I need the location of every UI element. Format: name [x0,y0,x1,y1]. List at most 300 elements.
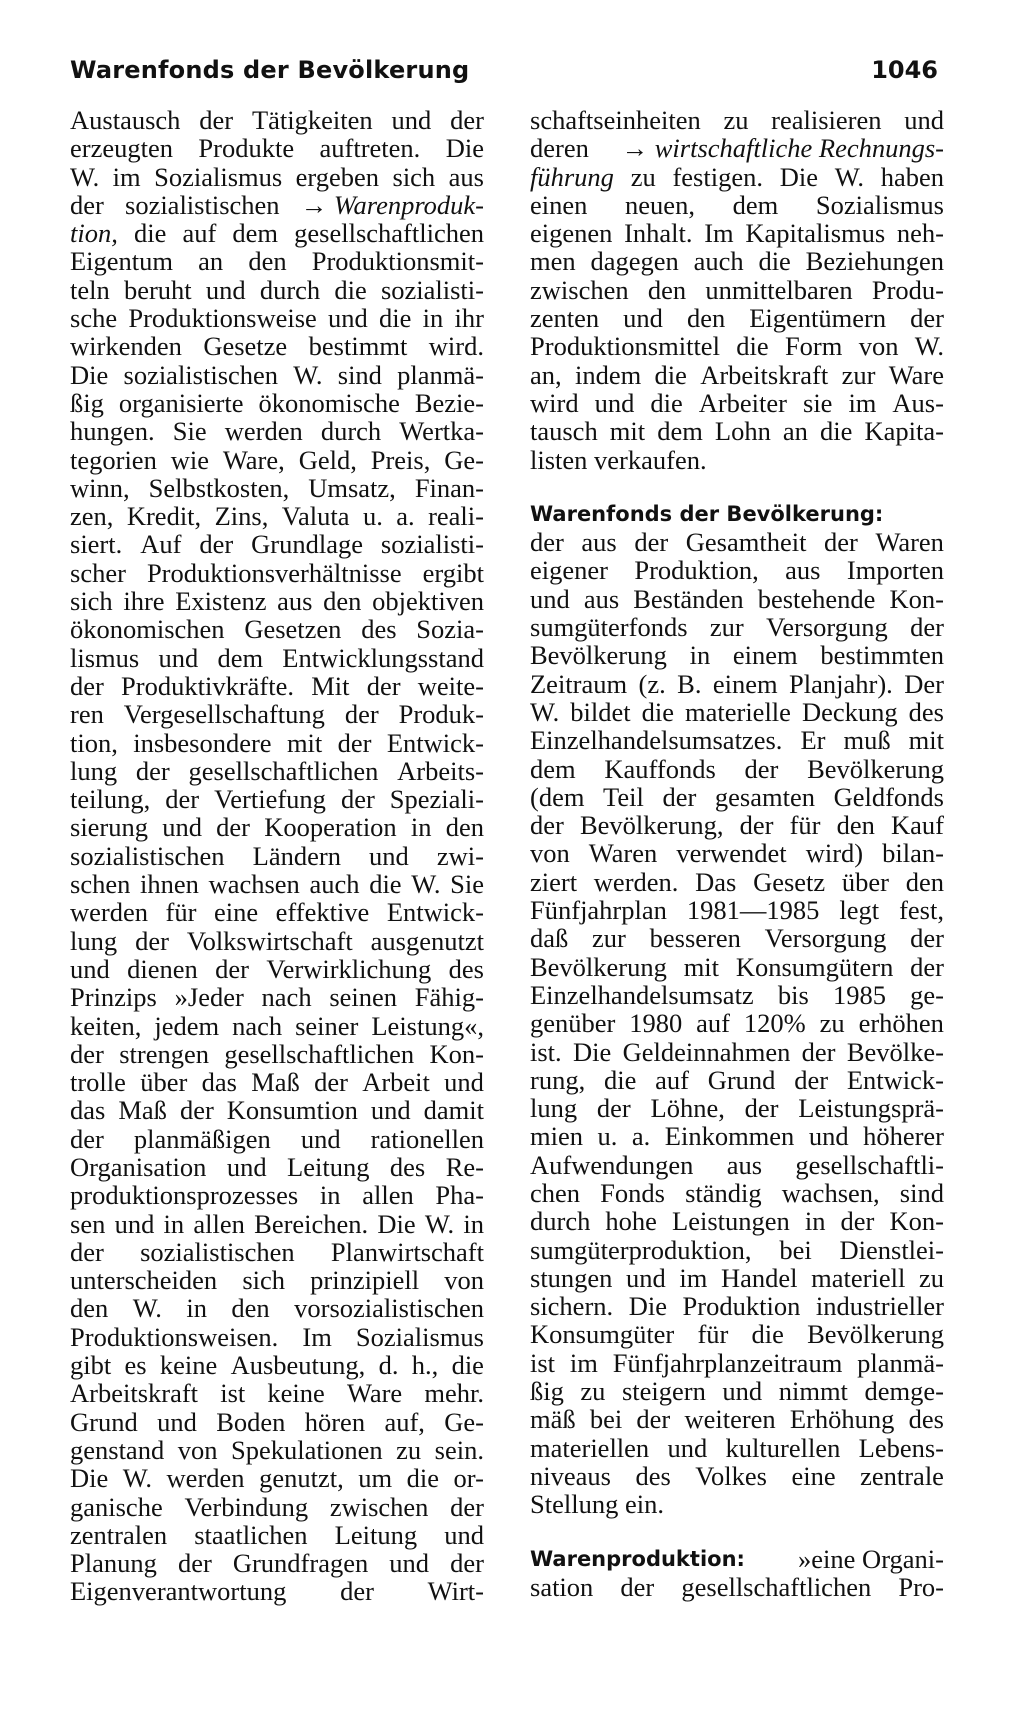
word: Speziali- [389,784,484,815]
word: staatlichen [194,1519,308,1550]
word: im [848,387,877,418]
word: Entwick- [846,1064,944,1095]
word: der [314,1067,348,1098]
word: in [463,1208,484,1239]
word: der [177,1548,212,1579]
text-line [530,276,944,304]
text-line [530,613,944,641]
text-line [70,1210,484,1238]
word: Konsumgüter [530,1319,675,1350]
word: sozialisti- [380,274,484,305]
word: der [910,923,944,954]
word: den [836,810,875,841]
word: bestimmten [820,640,944,671]
word: sich [70,586,113,617]
word: bestimmt [308,331,408,362]
word: hohe [605,1206,657,1237]
text-line [70,106,484,134]
word: werden [166,1463,245,1494]
word: ihr [454,303,484,334]
word: Geldfonds [833,781,944,812]
text-line [530,361,944,389]
text-line [530,417,944,445]
word: Prinzips [70,982,157,1013]
word: Grundlage [251,529,363,560]
word: der [70,1236,104,1267]
word: keine [159,1350,218,1381]
word: planmäßigen [133,1123,271,1154]
word: die [758,246,791,277]
word: Auf [140,529,182,560]
word: Handel [721,1262,798,1293]
word: der [450,1491,484,1522]
word: Geld, [298,444,357,475]
left-column [70,106,484,1606]
word: Bevölkerung [807,753,944,784]
word: W. [132,1293,162,1324]
word: und [530,583,570,614]
word: u. [597,1121,618,1152]
word: werden [70,897,148,928]
word: indem [574,359,642,390]
text-line [530,1320,944,1348]
text-line [530,1236,944,1264]
word: Re- [445,1151,484,1182]
text-line [530,1292,944,1320]
text-line [70,417,484,445]
word: der [344,699,379,730]
word: legt [839,895,880,926]
word: planmä- [857,1347,944,1378]
word: Zeitraum [530,668,628,699]
word: zur [709,612,744,643]
word: durch [259,274,321,305]
word: Arbeit [362,1067,430,1098]
word: und [904,105,944,135]
word: sie [803,387,833,418]
word: Arbeits- [397,755,484,786]
word: der [70,189,104,220]
word: Lebens- [858,1432,944,1463]
word: der [662,781,697,812]
text-line [530,219,944,247]
word: (z. [638,668,666,699]
word: Konsumgütern [735,951,894,982]
text-line [530,953,944,981]
headword: Warenproduktion: [530,1546,745,1571]
word: gesellschaftlichen [294,218,484,249]
word: der [337,727,372,758]
word: Volkes [695,1460,767,1491]
word: Arbeitskraft [700,359,829,390]
word: zentralen [70,1519,168,1550]
text-line [530,1405,944,1433]
word: Form [784,331,843,362]
word: Grund [707,1064,776,1095]
word: teilung, [70,784,151,815]
word: Kauffonds [604,753,716,784]
word: der [801,1036,836,1067]
word: auch [693,246,744,277]
text-line [70,502,484,530]
word: in [804,1206,826,1237]
word: einem [732,640,798,671]
word: gesellschaftlichen [681,1571,872,1602]
word: Ware [888,359,944,390]
word: insbesondere [133,727,272,758]
word: der [450,1548,484,1579]
word: allen [193,1208,245,1239]
word: Organisation [70,1151,207,1182]
word: Inhalt. [624,218,693,249]
word: → Warenproduk- [300,189,484,220]
text-line: Stellung ein. [530,1489,664,1520]
word: gesellschaftlichen [188,755,379,786]
word: gesamten [714,781,815,812]
word: allen [362,1180,414,1211]
text-line [530,191,944,219]
word: aus [726,1149,763,1180]
word: auftreten. [319,133,421,164]
word: W. [424,1208,455,1239]
word: der [135,925,169,956]
entry-body [530,528,944,1490]
word: sind [337,359,382,390]
word: sein. [434,1434,484,1465]
word: Produktionsweise [128,303,317,334]
word: der [596,1093,631,1124]
word: winn, [70,472,130,503]
word: bei [779,1234,812,1265]
word: den [231,1293,270,1324]
word: Fünfjahrplan [530,895,667,926]
text-line [530,726,944,754]
word: Beziehungen [805,246,944,277]
word: lung [70,925,118,956]
word: nimmt [778,1376,848,1407]
word: Aufwendungen [530,1149,694,1180]
word: Die [779,161,818,192]
word: Die [377,1208,416,1239]
word: Löhne, [650,1093,725,1124]
word: den [686,303,726,334]
text-line [530,1349,944,1377]
text-line [70,304,484,332]
word: einen [530,189,588,220]
word: zu [819,1008,845,1039]
word: mit [609,416,646,447]
text-line [530,1377,944,1405]
word: zenten [530,303,600,334]
word: Existenz [175,586,267,617]
word: Produktivkräfte. [121,670,294,701]
word: über [140,1067,188,1098]
word: Einkommen [664,1121,795,1152]
word: haben [880,161,944,192]
text-line [70,389,484,417]
word: Ge- [444,1406,484,1437]
word: Sie [172,416,207,447]
word: dem [232,218,279,249]
word: Leistung«, [371,1010,484,1041]
word: Produ- [871,274,944,305]
word: produktionsprozesses [70,1180,299,1211]
word: zur [592,923,626,954]
word: die [820,416,853,447]
word: die [406,1463,440,1494]
word: Produktionsmittel [530,331,720,362]
entry-text: »eine Organi- [798,1543,944,1574]
word: auf [182,218,217,249]
word: neuen, [625,189,695,220]
text-line [530,1434,944,1462]
word: höherer [863,1121,944,1152]
word: den [70,1293,109,1324]
word: und [70,953,110,984]
word: Kapitalismus [745,218,886,249]
word: W. [411,869,441,900]
word: (dem [530,781,585,812]
text-line [530,106,944,134]
text-line [530,896,944,924]
word: Planjahr). [789,668,893,699]
word: Sozialismus [815,189,944,220]
word: or- [453,1463,484,1494]
word: niveaus [530,1460,611,1491]
word: wie [170,444,209,475]
word: h., [411,1350,439,1381]
word: den [905,866,944,897]
word: der [794,1064,829,1095]
word: lung [70,755,118,786]
word: an, [530,359,562,390]
text-line [70,927,484,955]
word: des [908,1404,944,1435]
word: von [858,331,899,362]
word: weite- [417,670,484,701]
word: zur [841,359,876,390]
word: realisieren [771,105,882,135]
word: und [391,105,432,135]
text-line [70,1125,484,1153]
running-head: Warenfonds der Bevölkerung [70,56,470,84]
word: zen, [70,501,114,532]
word: und [162,812,202,843]
word: ist [530,1347,556,1378]
word: Versorgung [764,923,887,954]
text-line [530,1038,944,1066]
word: Austausch [70,105,181,135]
entry-headline [530,1545,944,1573]
word: Spekulationen [230,1434,383,1465]
text-line [70,785,484,813]
word: verwendet [676,838,787,869]
word: bis [777,979,809,1010]
word: Aus- [892,387,944,418]
word: Eigenverantwortung [70,1576,287,1607]
word: wirkenden [70,331,182,362]
word: mehr. [424,1378,484,1409]
text-line [530,389,944,417]
word: ergibt [422,557,484,588]
word: die [751,1319,784,1350]
word: Produk- [398,699,484,730]
word: ge- [910,979,944,1010]
word: ist. [530,1036,562,1067]
word: seinen [329,982,398,1013]
word: damit [423,1095,484,1126]
word: die [133,218,167,249]
word: lismus [70,642,140,673]
word: Grund [70,1406,138,1437]
word: Kon- [889,1206,944,1237]
word: der [744,1093,779,1124]
word: Sozialismus [355,1321,484,1352]
word: den [445,812,484,843]
word: Die [70,359,109,390]
word: Im [302,1321,332,1352]
word: Fonds [600,1177,665,1208]
word: sozialistischen [140,1236,295,1267]
word: genstand [70,1434,165,1465]
word: Erhöhung [789,1404,895,1435]
page-number: 1046 [871,56,938,84]
word: Fähig- [414,982,484,1013]
word: der [216,812,251,843]
word: Vertiefung [214,784,326,815]
word: eine [213,897,259,928]
word: a. [631,1121,651,1152]
word: sich [392,161,436,192]
text-line [70,955,484,983]
word: Importen [846,555,944,586]
word: die [451,1350,484,1381]
word: mit [908,725,944,756]
word: der [910,303,944,334]
word: bildet [570,696,631,727]
word: das [70,1095,106,1126]
word: zu [918,1262,944,1293]
word: den [323,586,362,617]
word: Finan- [414,472,484,503]
word: rationellen [370,1123,484,1154]
word: auf [696,1008,731,1039]
word: die [369,869,402,900]
text-line [70,870,484,898]
word: Produktion, [634,555,759,586]
word: scher [70,557,126,588]
word: zwischen [329,1491,429,1522]
word: Planung [70,1548,157,1579]
word: auf [655,1064,689,1095]
word: Ware, [222,444,285,475]
text-line [530,1151,944,1179]
word: der [165,784,200,815]
word: sierung [70,812,149,843]
word: eine [791,1460,836,1491]
word: dem [217,642,264,673]
word: siert. [70,529,123,560]
word: zwischen [530,274,629,305]
word: hungen. [70,416,155,447]
word: Geldeinnahmen [622,1036,791,1067]
word: Wertka- [399,416,484,447]
word: Teil [603,781,644,812]
word: men [530,246,576,277]
word: des [361,614,397,645]
word: Pro- [898,1571,944,1602]
word: Bevölke- [846,1036,944,1067]
word: tion, [70,218,118,249]
word: wachsen, [781,1177,880,1208]
text-line [70,559,484,587]
word: der [739,810,774,841]
word: Fünfjahrplanzeitraum [612,1347,843,1378]
word: werden [224,416,303,447]
text-line [530,698,944,726]
word: sozialistischen [70,840,225,871]
text-line [70,361,484,389]
word: materiellen [530,1432,650,1463]
text-line [530,1066,944,1094]
word: bei [589,1404,623,1435]
word: planmä- [397,359,484,390]
word: festigen. [672,161,763,192]
word: ausgenutzt [370,925,484,956]
word: neh- [896,218,944,249]
word: Produkte [198,133,295,164]
word: lung [530,1093,578,1124]
word: Leitung [334,1519,418,1550]
word: objektiven [372,586,484,617]
word: der [340,784,375,815]
text-line [70,813,484,841]
word: Kooperation [264,812,397,843]
word: bestehende [757,583,876,614]
word: Planwirtschaft [330,1236,484,1267]
word: im [569,1347,598,1378]
text-line [530,304,944,332]
text-line [70,276,484,304]
word: Selbstkosten, [148,472,290,503]
text-line [70,1379,484,1407]
word: für [697,1319,729,1350]
text-line [530,1179,944,1207]
text-line [70,247,484,275]
word: ganische [70,1491,163,1522]
word: zentrale [860,1460,944,1491]
word: Lohn [714,416,771,447]
word: materiell [811,1262,906,1293]
word: mien [530,1121,583,1152]
word: steigern [621,1376,706,1407]
word: tegorien [70,444,157,475]
word: ihre [123,586,165,617]
word: und [114,1208,155,1239]
text-line [530,332,944,360]
word: Er [800,725,826,756]
word: führung [530,161,614,192]
word: wird [530,387,579,418]
text-line [70,898,484,926]
word: das [201,1067,237,1098]
right-column-continuation [530,106,944,446]
word: von [177,1434,218,1465]
word: es [124,1350,147,1381]
word: Einzelhandelsumsatzes. [530,725,783,756]
text-line [70,1408,484,1436]
word: ßig [530,1376,564,1407]
